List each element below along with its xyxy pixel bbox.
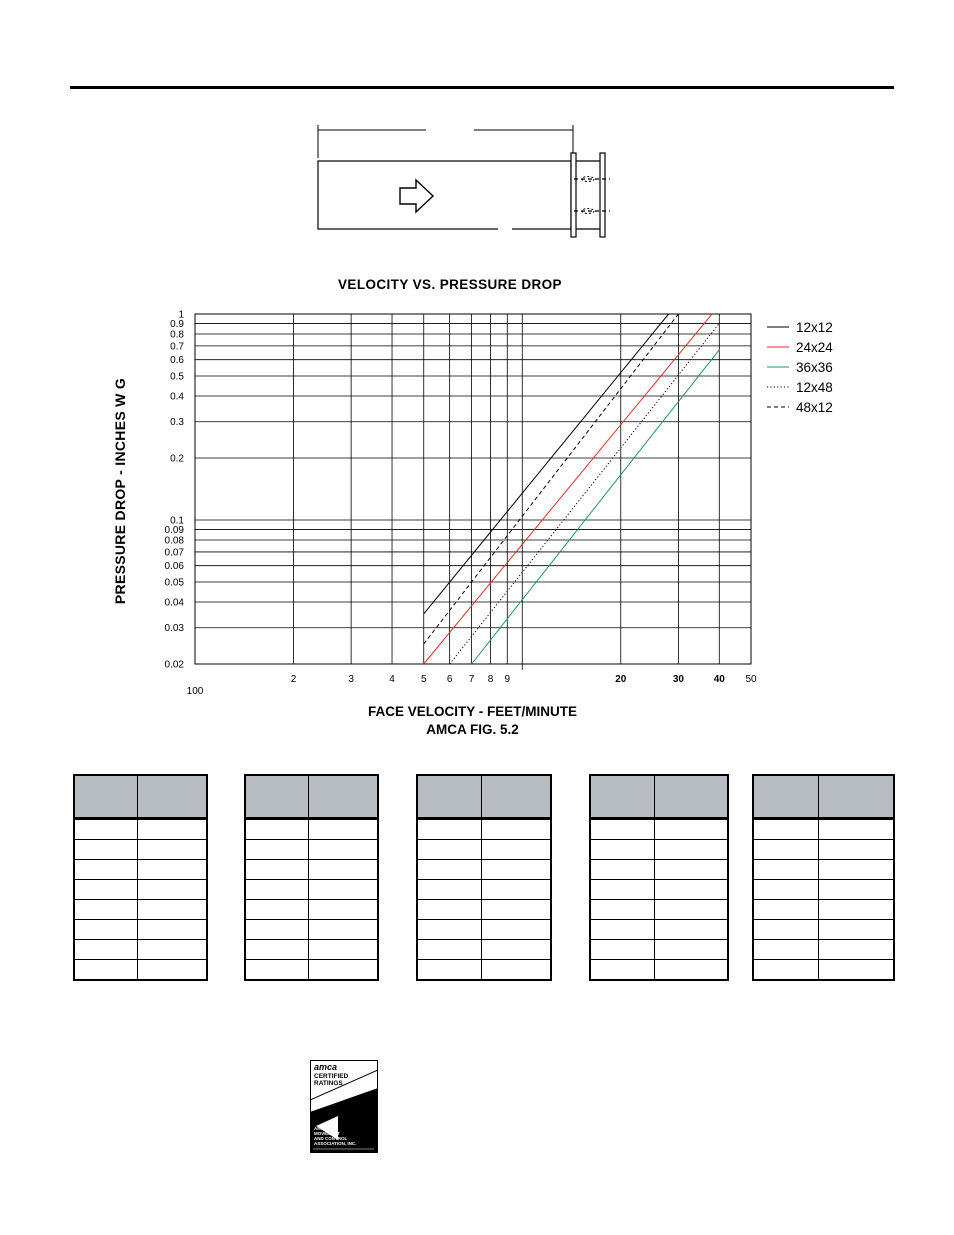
table-cell [819, 860, 895, 880]
table-cell [245, 860, 309, 880]
table-row [245, 819, 378, 840]
svg-text:AND CONTROL: AND CONTROL [314, 1136, 348, 1141]
table-cell [590, 900, 655, 920]
svg-text:amca: amca [314, 1062, 338, 1072]
table-row [590, 860, 728, 880]
y-tick-label: 0.05 [164, 577, 184, 589]
x-tick-label: 2 [290, 674, 297, 685]
table-row [245, 900, 378, 920]
table-cell [138, 819, 208, 840]
legend-label: 12x12 [796, 320, 833, 335]
x-tick-label: 100 [186, 686, 204, 697]
table-cell [590, 960, 655, 981]
table-row [417, 900, 551, 920]
table-cell [819, 900, 895, 920]
table-cell [655, 920, 729, 940]
svg-text:AIR: AIR [314, 1126, 322, 1131]
legend-label: 12x48 [796, 380, 833, 395]
table-row [753, 840, 894, 860]
table-header-cell [655, 775, 729, 819]
table-row [590, 940, 728, 960]
table-cell [309, 900, 379, 920]
y-tick-label: 0.7 [170, 341, 184, 353]
table-cell [753, 940, 819, 960]
table-cell [819, 819, 895, 840]
data-table-5 [752, 774, 895, 981]
x-tick-label: 4 [389, 674, 395, 685]
data-table-1 [73, 774, 208, 981]
table-header-cell [138, 775, 208, 819]
table-cell [245, 819, 309, 840]
table-cell [482, 819, 552, 840]
table-cell [819, 840, 895, 860]
table-cell [309, 880, 379, 900]
table-row [417, 819, 551, 840]
table-cell [309, 940, 379, 960]
table-cell [753, 819, 819, 840]
table-cell [138, 860, 208, 880]
table-row [74, 880, 207, 900]
table-cell [245, 960, 309, 981]
x-tick-label: 5 [420, 674, 427, 685]
table-cell [753, 920, 819, 940]
table-row [74, 860, 207, 880]
table-cell [74, 860, 138, 880]
table-row [417, 840, 551, 860]
table-row [417, 960, 551, 981]
legend-label: 48x12 [796, 400, 833, 415]
table-cell [655, 940, 729, 960]
table-cell [590, 819, 655, 840]
table-cell [74, 960, 138, 981]
table-cell [482, 880, 552, 900]
table-cell [753, 960, 819, 981]
table-row [74, 960, 207, 981]
flange-right [600, 153, 605, 237]
table-row [74, 940, 207, 960]
table-row [417, 860, 551, 880]
table-cell [138, 880, 208, 900]
table-cell [417, 819, 482, 840]
series-line-36x36 [472, 350, 720, 664]
table-cell [819, 920, 895, 940]
svg-text:ASSOCIATION, INC.: ASSOCIATION, INC. [314, 1141, 357, 1146]
table-row [590, 840, 728, 860]
table-row [590, 819, 728, 840]
y-tick-label: 0.8 [170, 329, 184, 341]
table-cell [482, 840, 552, 860]
table-cell [482, 920, 552, 940]
x-tick-label: 6 [446, 674, 453, 685]
table-cell [590, 940, 655, 960]
table-header-cell [245, 775, 309, 819]
table-row [245, 880, 378, 900]
table-cell [590, 920, 655, 940]
table-cell [417, 900, 482, 920]
table-cell [138, 840, 208, 860]
svg-text:CERTIFIED: CERTIFIED [314, 1073, 349, 1080]
y-tick-label: 0.5 [170, 371, 184, 383]
table-cell [74, 840, 138, 860]
table-row [417, 940, 551, 960]
y-tick-label: 0.09 [164, 524, 184, 536]
dimension-gap [426, 126, 474, 134]
table-row [417, 920, 551, 940]
y-tick-label: 0.08 [164, 535, 184, 547]
table-cell [819, 940, 895, 960]
table-cell [482, 860, 552, 880]
svg-text:RATINGS: RATINGS [314, 1080, 343, 1087]
table-header-cell [590, 775, 655, 819]
table-row [753, 920, 894, 940]
data-table-3 [416, 774, 552, 981]
table-cell [753, 900, 819, 920]
table-cell [309, 819, 379, 840]
table-row [590, 960, 728, 981]
table-cell [819, 960, 895, 981]
table-cell [74, 920, 138, 940]
table-cell [309, 840, 379, 860]
y-tick-label: 0.07 [164, 547, 184, 559]
table-cell [655, 900, 729, 920]
table-cell [309, 860, 379, 880]
table-cell [753, 840, 819, 860]
table-cell [309, 960, 379, 981]
svg-text:AIR: AIR [348, 1104, 359, 1110]
plot-frame [195, 314, 751, 664]
table-header-cell [819, 775, 895, 819]
table-header-cell [309, 775, 379, 819]
x-tick-label: 30 [672, 674, 684, 685]
table-cell [590, 880, 655, 900]
table-cell [138, 920, 208, 940]
y-tick-label: 1 [178, 309, 184, 321]
table-row [590, 900, 728, 920]
table-header-cell [482, 775, 552, 819]
table-cell [753, 860, 819, 880]
table-cell [482, 960, 552, 981]
table-cell [245, 840, 309, 860]
y-tick-label: 0.6 [170, 355, 184, 367]
table-row [74, 900, 207, 920]
data-table-2 [244, 774, 379, 981]
table-cell [417, 920, 482, 940]
table-row [245, 960, 378, 981]
y-tick-label: 0.2 [170, 453, 184, 465]
table-cell [417, 860, 482, 880]
x-tick-label: 7 [468, 674, 475, 685]
table-row [590, 920, 728, 940]
y-tick-label: 0.02 [164, 659, 184, 671]
y-tick-label: 0.03 [164, 623, 184, 635]
x-tick-label: 20 [615, 674, 627, 685]
y-tick-label: 0.3 [170, 417, 184, 429]
x-tick-label: 40 [713, 674, 725, 685]
table-cell [245, 900, 309, 920]
table-row [417, 880, 551, 900]
table-cell [655, 819, 729, 840]
duct-body [318, 161, 571, 229]
table-header-cell [753, 775, 819, 819]
table-cell [74, 880, 138, 900]
x-tick-label: 50 [745, 674, 757, 685]
header-rule [70, 86, 894, 89]
y-tick-label: 0.04 [164, 597, 184, 609]
table-cell [309, 920, 379, 940]
table-cell [482, 940, 552, 960]
table-cell [819, 880, 895, 900]
x-tick-label: 3 [348, 674, 354, 685]
table-row [590, 880, 728, 900]
table-row [753, 940, 894, 960]
table-cell [138, 900, 208, 920]
svg-text:PERFORMANCE: PERFORMANCE [344, 1111, 372, 1115]
table-header-cell [74, 775, 138, 819]
table-cell [417, 960, 482, 981]
flange-left [571, 153, 576, 237]
y-axis-title: PRESSURE DROP - INCHES W G [112, 377, 128, 605]
table-cell [74, 940, 138, 960]
table-cell [655, 880, 729, 900]
y-tick-label: 0.1 [170, 515, 184, 527]
table-row [74, 840, 207, 860]
table-cell [245, 920, 309, 940]
table-header-cell [417, 775, 482, 819]
table-cell [245, 880, 309, 900]
table-row [753, 860, 894, 880]
series-line-24x24 [424, 314, 712, 664]
x-axis-title: FACE VELOCITY - FEET/MINUTE [367, 704, 577, 719]
table-row [753, 960, 894, 981]
table-cell [138, 960, 208, 981]
y-tick-label: 0.4 [170, 391, 184, 403]
table-row [245, 860, 378, 880]
table-row [753, 900, 894, 920]
damper-diagram [310, 120, 620, 240]
series-line-48x12 [424, 314, 679, 644]
table-cell [655, 960, 729, 981]
table-cell [138, 940, 208, 960]
table-row [245, 920, 378, 940]
chart-title: VELOCITY VS. PRESSURE DROP [338, 277, 562, 292]
table-cell [655, 840, 729, 860]
table-cell [590, 840, 655, 860]
table-cell [417, 840, 482, 860]
table-cell [417, 880, 482, 900]
y-tick-label: 0.06 [164, 561, 184, 573]
pressure-drop-chart [0, 300, 954, 700]
table-cell [655, 860, 729, 880]
table-cell [417, 940, 482, 960]
y-tick-label: 0.9 [170, 318, 184, 330]
x-tick-label: 9 [504, 674, 511, 685]
x-tick-label: 8 [487, 674, 494, 685]
table-row [245, 940, 378, 960]
table-row [74, 920, 207, 940]
table-cell [482, 900, 552, 920]
table-cell [74, 900, 138, 920]
legend-label: 36x36 [796, 360, 833, 375]
data-table-4 [589, 774, 729, 981]
svg-text:MOVEMENT: MOVEMENT [314, 1131, 341, 1136]
amca-certified-ratings-seal [310, 1060, 378, 1153]
table-cell [74, 819, 138, 840]
table-row [74, 819, 207, 840]
table-row [753, 819, 894, 840]
table-row [245, 840, 378, 860]
series-line-12x48 [450, 323, 720, 664]
figure-reference: AMCA FIG. 5.2 [426, 722, 519, 737]
legend-label: 24x24 [796, 340, 833, 355]
table-cell [590, 860, 655, 880]
table-cell [245, 940, 309, 960]
body-gap [498, 226, 512, 232]
table-cell [753, 880, 819, 900]
table-row [753, 880, 894, 900]
